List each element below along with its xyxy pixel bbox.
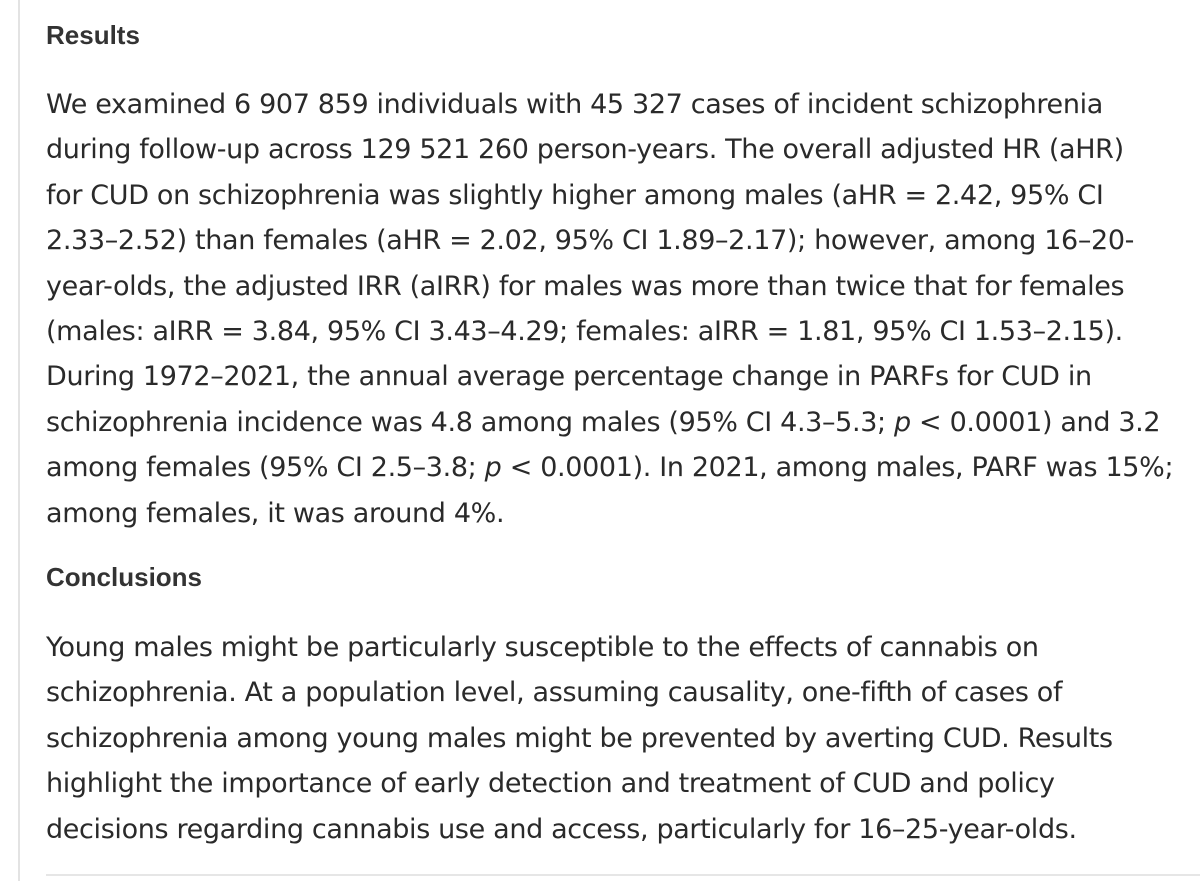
p-value-symbol: p <box>894 406 911 438</box>
results-line-1: We examined 6 907 859 individuals with 45 327 cases of incident schizophrenia <box>46 89 1103 120</box>
conclusions-line-5: decisions regarding cannabis use and access, particularly for 16–25-year-olds. <box>46 813 1077 845</box>
results-line-3: for CUD on schizophrenia was slightly higher among males (aHR = 2.42, 95% CI <box>46 179 1104 211</box>
conclusions-line-1: Young males might be particularly susceptible to the effects of cannabis on <box>46 632 1039 663</box>
left-border-rule <box>18 0 20 881</box>
conclusions-line-4: highlight the importance of early detection and treatment of CUD and policy <box>46 768 1055 800</box>
results-line-9-after: < 0.0001). In 2021, among males, PARF was 15%; <box>501 452 1174 484</box>
results-paragraph <box>46 82 1173 536</box>
results-line-2: during follow-up across 129 521 260 person-years. The overall adjusted HR (aHR) <box>46 134 1124 166</box>
conclusions-paragraph <box>46 625 1113 852</box>
results-line-8-before: schizophrenia incidence was 4.8 among males (95% CI 4.3–5.3; <box>46 406 895 438</box>
conclusions-line-2: schizophrenia. At a population level, assuming causality, one-fifth of cases of <box>46 677 1063 709</box>
results-line-5: year-olds, the adjusted IRR (aIRR) for males was more than twice that for females <box>46 270 1125 302</box>
results-line-6: (males: aIRR = 3.84, 95% CI 3.43–4.29; females: aIRR = 1.81, 95% CI 1.53–2.15). <box>46 316 1123 348</box>
conclusions-heading: Conclusions <box>46 562 203 592</box>
p-value-symbol: p <box>484 452 502 484</box>
results-line-7: During 1972–2021, the annual average percentage change in PARFs for CUD in <box>46 361 1092 393</box>
results-line-8-after: < 0.0001) and 3.2 <box>910 406 1161 438</box>
results-line-4: 2.33–2.52) than females (aHR = 2.02, 95% CI 1.89–2.17); however, among 16–20- <box>46 225 1135 257</box>
results-line-9-before: among females (95% CI 2.5–3.8; <box>46 452 485 484</box>
results-line-10: among females, it was around 4%. <box>46 497 505 529</box>
conclusions-line-3: schizophrenia among young males might be prevented by averting CUD. Results <box>46 722 1113 754</box>
bottom-divider <box>46 874 1200 876</box>
results-line-9 <box>46 452 1173 483</box>
results-line-8 <box>46 407 1160 438</box>
results-heading: Results <box>46 20 140 50</box>
